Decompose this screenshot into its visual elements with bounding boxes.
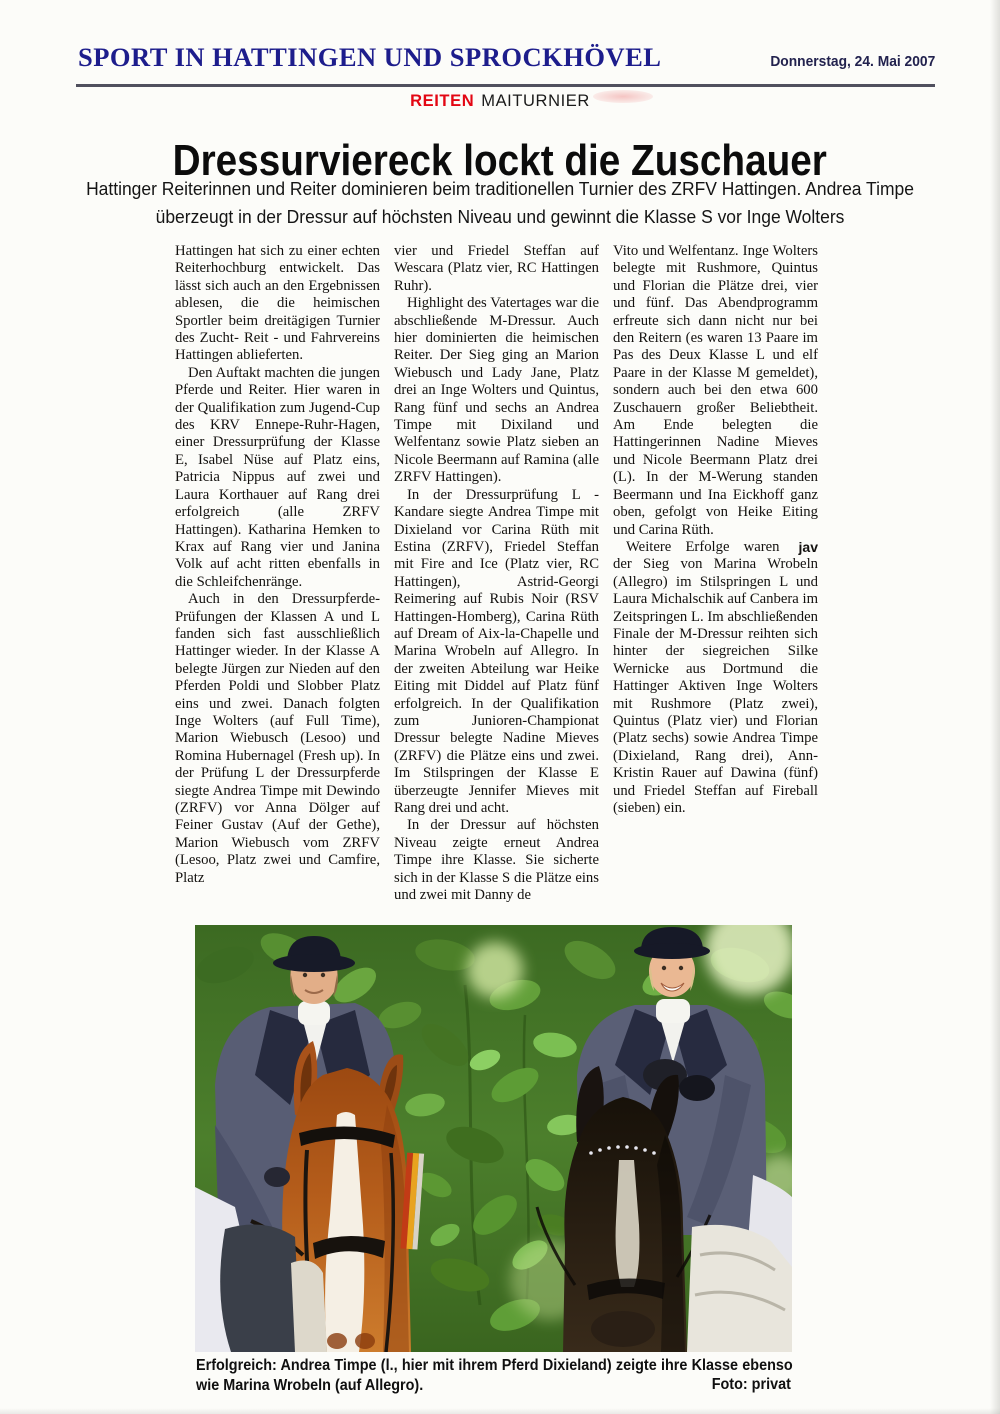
body-paragraph: Vito und Welfentanz. Inge Wolters belegte mit Rushmore, Quintus und Florian die Plätze drei, vier und fünf. Das Abendprogramm erfreute sich dann nicht nur bei den Reitern (es waren 13 Paare im Pas des Deux Klasse L und elf Paare in der Klasse M gemeldet), sondern auch bei den etwa 600 Zuschauern großer Beliebtheit. Am Ende belegten die Hattingerinnen Nadine Mieves und Nicole Beermann Platz drei (L). In der M-Werung standen Beermann und Ina Eickhoff ganz oben, gefolgt von Heike Eiting und Carina Rüth. xyxy=(613,243,818,538)
photo-illustration xyxy=(195,925,792,1352)
photo-caption: Erfolgreich: Andrea Timpe (l., hier mit ihrem Pferd Dixieland) zeigte ihre Klasse ebenso wie Marina Wrobeln (auf Allegro). xyxy=(196,1357,793,1394)
masthead-rule xyxy=(76,84,935,87)
body-paragraph: vier und Friedel Steffan auf Wescara (Platz vier, RC Hattingen Ruhr). xyxy=(394,243,599,294)
section-title: SPORT IN HATTINGEN UND SPROCKHÖVEL xyxy=(78,42,662,72)
body-paragraph: Den Auftakt machten die jungen Pferde und Reiter. Hier waren in der Qualifikation zum Jugend-Cup des KRV Ennepe-Ruhr-Hagen, einer Dressurprüfung der Klasse E, Isabel Nüse auf Platz eins, Patricia Nippus auf zwei und Laura Korthauer auf Rang drei erfolgreich (alle ZRFV Hattingen). Katharina Hemken to Krax auf Rang vier und Janina Volk auf acht ritten ebenfalls in die Schleifchenränge. xyxy=(175,364,380,590)
headline: Dressurviereck lockt die Zuschauer xyxy=(172,136,828,186)
scan-edge xyxy=(0,1408,1000,1414)
article-column-2 xyxy=(394,243,599,923)
body-paragraph: In der Dressur auf höchsten Niveau zeigte erneut Andrea Timpe ihre Klasse. Sie sicherte sich in der Klasse S die Plätze eins und zwei mit Danny de xyxy=(394,817,599,904)
masthead xyxy=(78,44,935,71)
body-paragraph: Auch in den Dressurpferde-Prüfungen der Klassen A und L fanden sich fast ausschließlich Hattinger wieder. In der Klasse A belegte Jürgen zur Nieden auf den Pferden Poldi und Slobber Platz eins und zwei. Danach folgten Inge Wolters (auf Full Time), Marion Wiebusch (Lesoo) und Romina Hubernagel (Fresh up). In der Prüfung L der Dressurpferde siegte Andrea Timpe mit Dewindo (ZRFV) vor Anna Dölger auf Feiner Gustav (Auf der Gethe), Marion Wiebusch vom ZRFV (Lesoo, Platz zwei und Camfire, Platz xyxy=(175,591,380,886)
scan-artifact xyxy=(593,90,653,103)
photo-caption-block xyxy=(196,1356,793,1398)
article-photo xyxy=(195,925,792,1352)
body-paragraph: Hattingen hat sich zu einer echten Reiterhochburg entwickelt. Das lässt sich auch an den Ergebnissen ablesen, die die heimischen Sportler beim dreitägigen Turnier des Zucht- Reit - und Fahrvereins Hattingen ablieferten. xyxy=(175,243,380,364)
photo-credit: Foto: privat xyxy=(711,1376,791,1393)
issue-date: Donnerstag, 24. Mai 2007 xyxy=(770,53,935,70)
author-initials: jav xyxy=(798,538,818,555)
body-paragraph: jav Weitere Erfolge waren der Sieg von Marina Wrobeln (Allegro) im Stilspringen L und Laura Michalschik auf Canbera im Zeitspringen L. Im abschließenden Finale der M-Dressur reihten sich hinter der siegreichen Silke Wernicke aus Dortmund die Hattinger Aktiven Inge Wolters mit Rushmore (Platz zwei), Quintus (Platz vier) und Florian (Platz sechs) sowie Andrea Timpe (Dixieland, Rang drei), Ann-Kristin Rauer auf Dawina (fünf) und Friedel Steffan auf Fireball (sieben) ein. xyxy=(613,538,818,816)
kicker-event-label: MAITURNIER xyxy=(481,92,590,110)
kicker xyxy=(0,92,1000,111)
article-column-3 xyxy=(613,243,818,923)
article-column-1 xyxy=(175,243,380,923)
scan-edge xyxy=(990,0,1000,1414)
subhead: Hattinger Reiterinnen und Reiter dominieren beim traditionellen Turnier des ZRFV Hattingen. Andrea Timpe überzeugt in der Dressur auf höchsten Niveau und gewinnt die Klasse S vor Inge Wolters xyxy=(86,179,914,227)
body-paragraph: Highlight des Vatertages war die abschließende M-Dressur. Auch hier dominierten die heimischen Reiter. Der Sieg ging an Marion Wiebusch und Lady Jane, Platz drei an Inge Wolters und Quintus, Rang fünf und sechs an Andrea Timpe mit Dixiland und Welfentanz sowie Platz sieben an Nicole Beermann auf Ramina (alle ZRFV Hattingen). xyxy=(394,295,599,486)
body-paragraph: In der Dressurprüfung L - Kandare siegte Andrea Timpe mit Dixieland vor Carina Rüth mit Estina (ZRFV), Friedel Steffan mit Fire and Ice (Platz vier, RC Hattingen), Astrid-Georgi Reimering auf Rubis Noir (RSV Hattingen-Homberg), Carina Rüth auf Dream of Aix-la-Chapelle und Marina Wrobeln auf Allegro. In der zweiten Abteilung war Heike Eiting mit Diddel auf Platz fünf erfolgreich. In der Qualifikation zum Junioren-Championat Dressur belegte Nadine Mieves (ZRFV) die Plätze eins und zwei. Im Stilspringen der Klasse E überzeugte Jennifer Mieves mit Rang drei und acht. xyxy=(394,486,599,816)
article-body xyxy=(175,243,818,923)
kicker-sport-label: REITEN xyxy=(410,92,475,110)
